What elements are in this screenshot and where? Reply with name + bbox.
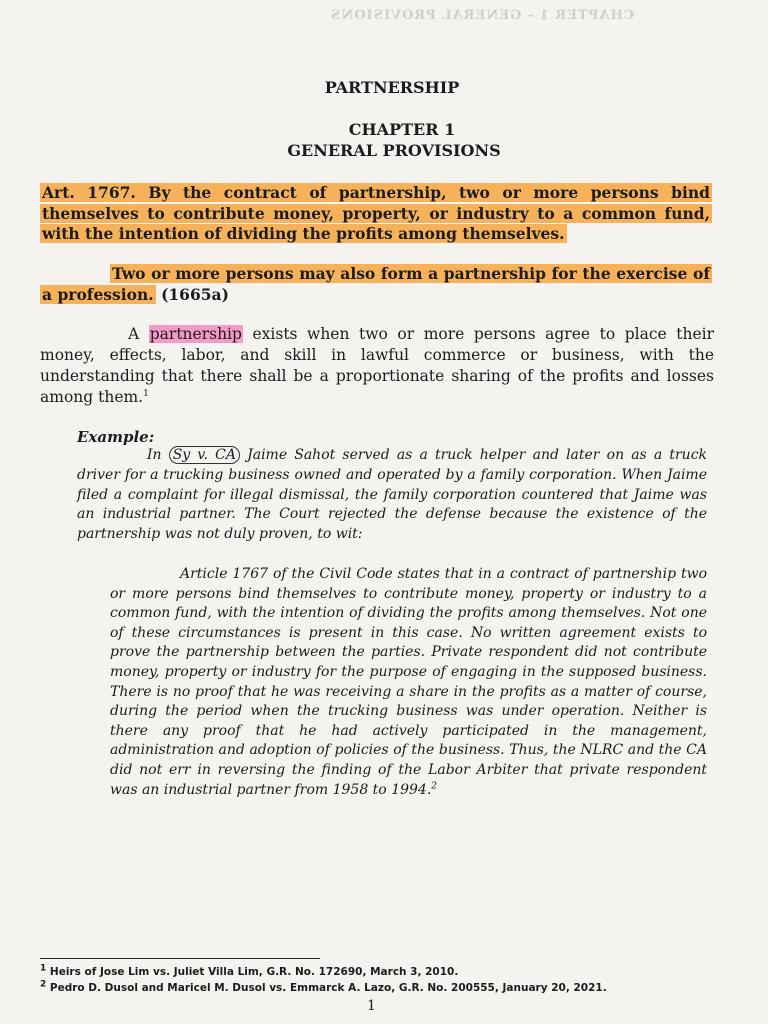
definition-paragraph: A partnership exists when two or more persons agree to place their money, effects, labor, and skill in lawful commerce or business, with the understanding that there shall be a proportionate sharing of the profits and losses among them.$^1$ xyxy=(40,325,714,406)
footnote-divider xyxy=(40,958,320,959)
example-label: Example: xyxy=(77,428,155,446)
article-1767-second-paragraph xyxy=(40,264,712,305)
footnote-ref-2: 2 xyxy=(431,780,438,791)
profession-highlight: Two or more persons may also form a partnership for the exercise of a profession. xyxy=(42,264,710,304)
article-citation: (1665a) xyxy=(161,284,229,304)
footnote-2: $^2$ Pedro D. Dusol and Maricel M. Dusol vs. Emmarck A. Lazo, G.R. No. 200555, January 20, 2021. xyxy=(40,979,607,994)
bleed-through-header: CHAPTER 1 - GENERAL PROVISIONS xyxy=(330,8,635,23)
page-number: 1 xyxy=(367,998,376,1014)
footnote-1: $^1$ Heirs of Jose Lim vs. Juliet Villa Lim, G.R. No. 172690, March 3, 2010. xyxy=(40,963,459,978)
case-name-circled: Sy v. CA xyxy=(169,446,240,464)
book-title: PARTNERSHIP xyxy=(324,78,460,97)
footnote-ref-1: 1 xyxy=(143,388,149,399)
article-highlight: Art. 1767. By the contract of partnership, two or more persons bind themselves to contribute money, property, or industry to a common fund, with the intention of dividing the profits among themselves. xyxy=(42,183,710,243)
chapter-title: GENERAL PROVISIONS xyxy=(287,141,501,160)
example-body: In Sy v. CA Jaime Sahot served as a truck helper and later on as a truck driver for a trucking business owned and operated by a family corporation. When Jaime filed a complaint for illegal dismissal, the family corporation countered that Jaime was an industrial partner. The Court rejected the defense because the existence of the partnership was not duly proven, to wit: xyxy=(77,447,708,543)
chapter-number: CHAPTER 1 xyxy=(348,120,456,139)
article-1767 xyxy=(40,183,712,245)
court-quote: Article 1767 of the Civil Code states that in a contract of partnership two or more persons bind themselves to contribute money, property or industry to a common fund, with the intention of dividing the profits among themselves. Not one of these circumstances is present in this case. No written agreement exists to prove the partnership between the parties. Private respondent did not contribute money, property or industry for the purpose of engaging in the supposed business. There is no proof that he was receiving a share in the profits as a matter of course, during the period when the trucking business was under operation. Neither is there any proof that he had actively participated in the management, administration and adoption of policies of the business. Thus, the NLRC and the CA did not err in reversing the finding of the Labor Arbiter that private respondent was an industrial partner from 1958 to 1994.$^2$ xyxy=(110,566,707,798)
partnership-term-highlight: partnership xyxy=(149,325,242,343)
